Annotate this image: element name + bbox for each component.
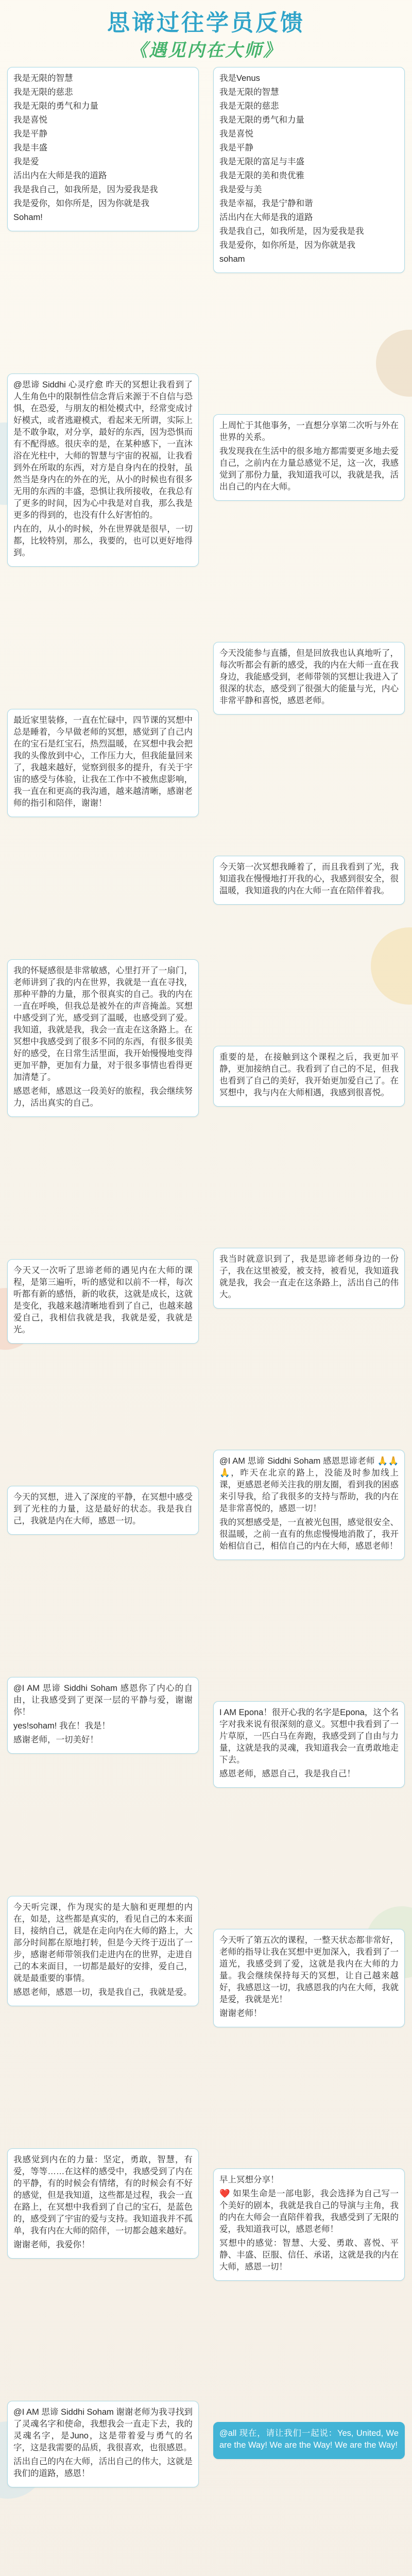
testimonial-text: 我是无限的智慧 (219, 88, 279, 97)
page-title: 思谛过往学员反馈 (107, 10, 305, 36)
testimonial-card (7, 2148, 199, 2259)
testimonial-text: 谢谢老师！ (219, 2009, 262, 2018)
testimonial-text: 我是无限的智慧 (13, 74, 73, 83)
testimonial-text: 活出自己的内在大师，活出自己的伟大，这就是我们的道路，感恩！ (13, 2457, 193, 2478)
testimonial-card (213, 2168, 405, 2281)
testimonial-card (7, 1896, 199, 2006)
testimonial-text: 我是无限的富足与丰盛 (219, 157, 304, 166)
testimonial-text: 我的怀疑感很是非常敏感，心里打开了一扇门，老师讲到了我的内在世界，我就是一直在寻找，那种平静的力量，那个很真实的自己。我的内在一直在呼唤，但我总是被外在的声音掩盖。冥想中感受到了光，感受到了温暖，也感受到了爱。我知道，我就是我，我会一直走在这条路上。在冥想中我感受到了很多不同的东西，有很多很美好的感受，在日常生活里面，我开始慢慢地变得更加平静，更加有力量，对于很多事情也看得更加清楚了。 (13, 966, 193, 1082)
testimonial-text: 活出内在大师是我的道路 (219, 213, 313, 222)
testimonial-text: 今天听完课，作为现实的是大脑和更理想的内在，如是，这些都是真实的，看见自己的本来面目，接纳自己，就是在走向内在大师的路上，大部分时间都在原地打转，但是今天终于迈出了一步，感谢老师带领我们走进内在的世界，走进自己的本来面目，一切都是最好的安排，爱自己，就是最重要的事情。 (13, 1903, 193, 1983)
testimonial-text: 我是Venus (219, 74, 260, 83)
testimonial-text: soham (219, 255, 245, 264)
testimonial-text: @I AM 思谛 Siddhi Soham 感恩思谛老师 🙏🙏🙏，昨天在北京的路上，没能及时参加线上课，更感恩老师关注我的朋友圈，看到我的困惑来引导我，给了我很多的支持与帮助，我的内在是非常喜悦的，感恩一切！ (219, 1456, 399, 1513)
testimonial-text: 我是我自己，如我所是，因为爱我是我 (13, 185, 158, 194)
testimonial-card (213, 642, 405, 715)
testimonial-card (7, 709, 199, 817)
testimonial-text: @思谛 Siddhi 心灵疗愈 昨天的冥想让我看到了人生角色中的限制性信念背后来源于不自信与恐惧，在恐爱，与朋友的相处模式中，经常变成讨好模式，或者逃避模式，看起来无所谓，实际上是不敢争取，对分享，最好的东西，因为恐惧而有不配得感。很庆幸的是，在某种感下，一直沐浴在光柱中，大师的智慧与宇宙的祝福，让我看到外在所取的东西，对方是自身内在的投射，虽然当是身内在的外在的光，从小的时候也有很多无用的东西的丰盛，恐惧让我所接收，在我总有了更多的时间，因为心中我是对自我，那么我是更多的得到的，也没有什么好害怕的。 (13, 380, 193, 520)
testimonial-text: 早上冥想分享！ (219, 2175, 279, 2184)
testimonial-card (7, 374, 199, 567)
testimonial-text: @I AM 思谛 Siddhi Soham 谢谢老师为我寻找到了灵魂名字和使命，我想我会一直走下去，我的灵魂名字，是Juno，这是带着爱与勇气的名字，这是我需要的品质，我很喜欢，也很感恩。 (13, 2408, 193, 2452)
testimonial-card (213, 414, 405, 501)
page-subtitle: 《遇见内在大师》 (130, 41, 282, 60)
right-column (213, 67, 405, 2576)
testimonial-text: 我是爱 (13, 157, 39, 166)
testimonial-text: 感恩老师，感恩自己，我是我自己！ (219, 1769, 355, 1778)
testimonial-text: 最近家里装修，一直在忙碌中，四节课的冥想中总是睡着，今早做老师的冥想，感觉到了自己内在的宝石是红宝石，热烈温暖，在冥想中我会把我的头像放到中心，工作压力大，但我能量回来了，我越来越好，觉察到很多的提升，有关于宇宙的感受与体验，让我在工作中不被焦虑影响，我一直在和更高的我沟通，越来越清晰，感谢老师的指引和陪伴，谢谢！ (13, 716, 193, 808)
testimonial-text: 今天又一次听了思谛老师的遇见内在大师的课程，是第三遍听，听的感觉和以前不一样，每次听都有新的感悟，新的收获，这就是成长，这就是变化，我越来越清晰地看到了自己，也越来越爱自己，我相信我就是我，我就是爱，我就是光。 (13, 1266, 193, 1334)
testimonial-text: 我的冥想感受是，一直被光包围，感觉很安全、很温暖，之前一直有的焦虑慢慢地消散了，我开始相信自己，相信自己的内在大师，感恩老师！ (219, 1518, 399, 1551)
testimonial-card (7, 1486, 199, 1535)
testimonial-text: 我是爱你，如你所是，因为你就是我 (219, 241, 355, 250)
testimonial-text: 我是丰盛 (13, 143, 47, 152)
testimonial-card (7, 2401, 199, 2487)
left-column (7, 67, 199, 2576)
testimonial-text: 我是无限的勇气和力量 (13, 101, 98, 111)
testimonial-card (213, 1701, 405, 1788)
testimonial-text: 我是无限的美和贵优雅 (219, 171, 304, 180)
testimonial-text: 内在的，从小的时候，外在世界就是很早，一切都，比较特别，那么，我要的，也可以更好地得到。 (13, 524, 193, 557)
testimonial-text: 今天第一次冥想我睡着了，而且我看到了光，我知道我在慢慢地打开我的心，我感到很安全，很温暖，我知道我的内在大师一直在陪伴着我。 (219, 862, 399, 895)
testimonial-card (7, 1259, 199, 1344)
testimonial-text: @I AM 思谛 Siddhi Soham 感恩你了内心的自由，让我感受到了更深一层的平静与爱，谢谢你！ (13, 1684, 193, 1717)
testimonial-text: 活出内在大师是我的道路 (13, 171, 107, 180)
testimonial-card (213, 2422, 405, 2459)
testimonial-text: 我是无限的慈悲 (219, 101, 279, 111)
testimonial-card (7, 1677, 199, 1754)
testimonial-text: 谢谢老师，我爱你！ (13, 2240, 90, 2249)
testimonial-text: 我是幸福，我是宁静和谐 (219, 199, 313, 208)
testimonial-text: I AM Epona！很开心我的名字是Epona，这个名字对我来说有很深刻的意义。冥想中我看到了一片草原，一匹白马在奔跑，我感受到了自由与力量，这就是我的灵魂，我知道我会一直勇敢地走下去。 (219, 1708, 399, 1765)
testimonial-text: 今天没能参与直播，但是回放我也认真地听了，每次听都会有新的感受，我的内在大师一直在我身边，我能感受到，老师带领的冥想让我进入了很深的状态，感受到了很强大的能量与光，内心非常平静和喜悦，感恩老师。 (219, 649, 399, 705)
testimonial-text: 重要的是，在接触到这个课程之后，我更加平静，更加接纳自己。我看到了自己的不足，但我也看到了自己的美好，我开始更加爱自己了。在冥想中，我与内在大师相遇，我感到很喜悦。 (219, 1053, 399, 1097)
testimonial-text: 感谢老师，一切美好！ (13, 1735, 98, 1744)
testimonial-text: 我是无限的慈悲 (13, 88, 73, 97)
testimonial-card (213, 1450, 405, 1560)
testimonial-text: 我是平静 (219, 143, 253, 152)
testimonial-card (213, 1929, 405, 2027)
testimonial-text: 我是喜悦 (13, 115, 47, 125)
testimonial-text: ❤️ 如果生命是一部电影，我会选择为自己写一个美好的剧本，我就是我自己的导演与主角，我的内在大师会一直陪伴着我，我感受到了无限的爱，我知道我可以，感恩老师！ (219, 2189, 399, 2234)
testimonial-text: 我是我自己，如我所是，因为爱我是我 (219, 227, 364, 236)
testimonial-text: Soham! (13, 213, 43, 222)
testimonial-text: 我是爱你，如你所是，因为你就是我 (13, 199, 149, 208)
testimonial-text: 我是无限的勇气和力量 (219, 115, 304, 125)
testimonial-text: @all 现在，请让我们一起说：Yes, United, We are the Way! We are the Way! We are the Way! (219, 2429, 399, 2450)
testimonial-card (7, 67, 199, 231)
testimonial-text: 我发现我在生活中的很多地方都需要更多地去爱自己，之前内在力量总感觉不足，这一次，我感觉到了那份力量，我知道我可以，我就是我，活出自己的内在大师。 (219, 447, 399, 492)
testimonial-card (7, 959, 199, 1117)
testimonial-text: 今天的冥想，进入了深度的平静，在冥想中感受到了光柱的力量，这是最好的状态。我是我自己，我就是内在大师，感恩一切。 (13, 1493, 193, 1526)
testimonial-text: 我感觉到内在的力量：坚定，勇敢，智慧，有爱，等等……在这样的感受中，我感受到了内在的平静，有的时候会有情绪，有的时候会有不好的感觉，但是我知道，这些都是过程，我会一直在路上，在冥想中我看到了自己的宝石，是蓝色的，感受到了宇宙的爱与支持。我知道我并不孤单，我有内在大师的陪伴，一切都会越来越好。 (13, 2155, 193, 2235)
testimonial-text: 我当时就意识到了，我是思谛老师身边的一份子，我在这里被爱，被支持，被看见，我知道我就是我，我会一直走在这条路上，活出自己的伟大。 (219, 1255, 399, 1299)
testimonial-text: 今天听了第五次的课程，一整天状态都非常好，老师的指导让我在冥想中更加深入，我看到了一道光，我感受到了爱，这就是我内在大师的力量。我会继续保持每天的冥想，让自己越来越好，我感恩这一切，我感恩我的内在大师，我就是爱，我就是光！ (219, 1936, 399, 2004)
testimonial-text: 感恩老师，感恩一切，我是我自己，我就是爱。 (13, 1988, 192, 1997)
testimonial-card (213, 67, 405, 273)
testimonial-text: 上周忙于其他事务，一直想分享第二次听与外在世界的关系。 (219, 421, 399, 442)
testimonial-card (213, 1248, 405, 1309)
testimonial-card (213, 856, 405, 905)
testimonial-text: 冥想中的感觉：智慧、大爱、勇敢、喜悦、平静、丰盛、臣服、信任、承诺，这就是我的内在大师，感恩一切！ (219, 2239, 399, 2272)
testimonial-text: 我是平静 (13, 129, 47, 139)
testimonial-text: 我是喜悦 (219, 129, 253, 139)
testimonial-text: 我是爱与美 (219, 185, 262, 194)
testimonial-text: yes!soham! 我在！我是！ (13, 1721, 110, 1731)
testimonial-card (213, 1046, 405, 1107)
testimonial-text: 感恩老师，感恩这一段美好的旅程，我会继续努力，活出真实的自己。 (13, 1087, 193, 1108)
